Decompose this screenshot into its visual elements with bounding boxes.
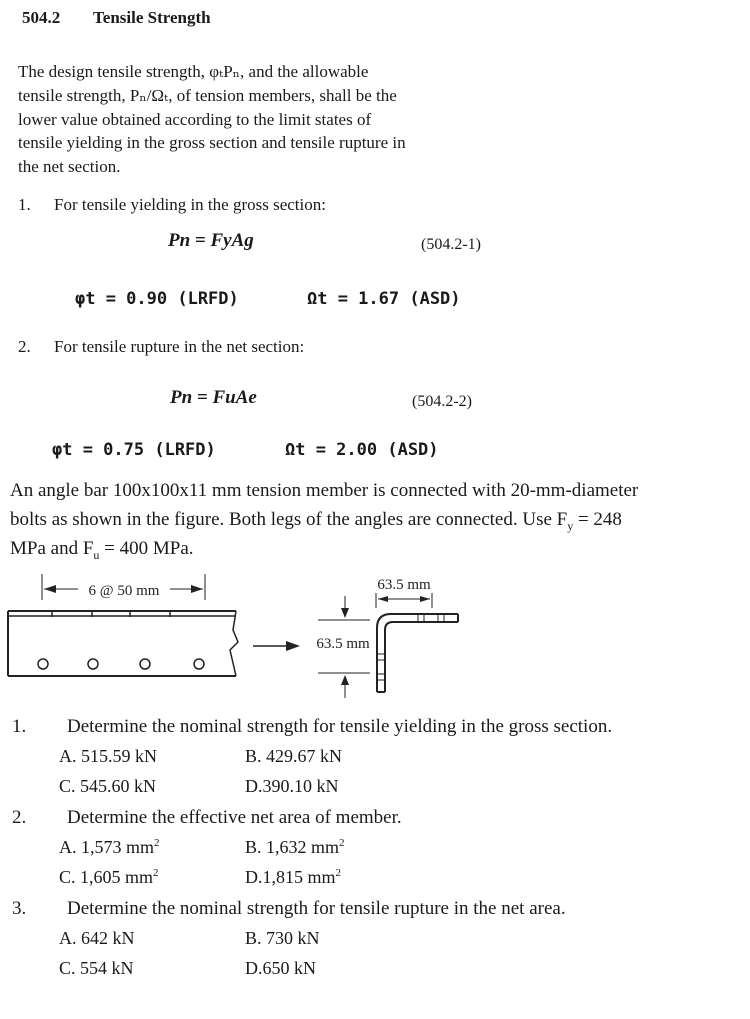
side-dimension-label: 63.5 mm xyxy=(316,636,370,652)
intro-line: The design tensile strength, φₜPₙ, and the allowable xyxy=(18,62,369,81)
bolt-hole xyxy=(194,659,204,669)
question-number: 2. xyxy=(12,807,27,828)
option-d[interactable] xyxy=(245,867,341,888)
angle-bar-elevation xyxy=(8,611,238,676)
option-b[interactable] xyxy=(245,837,345,858)
angle-section xyxy=(316,577,458,698)
option-a[interactable]: A. 642 kN xyxy=(59,928,135,948)
intro-line: the net section. xyxy=(18,157,121,177)
pointer-arrow xyxy=(253,641,300,651)
connection-figure xyxy=(0,570,750,710)
option-c[interactable]: C. 545.60 kN xyxy=(59,776,157,796)
intro-line: lower value obtained according to the limit states of xyxy=(18,109,372,129)
question-number: 3. xyxy=(12,898,27,919)
option-a[interactable]: A. 515.59 kN xyxy=(59,746,157,766)
option-b[interactable]: B. 429.67 kN xyxy=(245,746,343,766)
option-a-label: A. 1,573 mm xyxy=(59,837,155,857)
equation: Pn = FuAe xyxy=(170,387,257,408)
option-c[interactable]: C. 554 kN xyxy=(59,958,134,978)
question-text: Determine the nominal strength for tensile rupture in the net area. xyxy=(67,898,566,919)
phi-factor: φt = 0.75 (LRFD) xyxy=(52,440,216,460)
intro-line: tensile strength, Pₙ/Ωₜ, of tension members, shall be the xyxy=(18,85,397,105)
unit-exponent: 2 xyxy=(153,867,159,879)
item-text: For tensile yielding in the gross section: xyxy=(54,195,326,214)
option-b[interactable]: B. 730 kN xyxy=(245,928,320,948)
option-d[interactable]: D.650 kN xyxy=(245,958,316,978)
intro-paragraph xyxy=(18,60,518,179)
problem-text: MPa and F xyxy=(10,538,94,559)
option-c[interactable] xyxy=(59,867,159,888)
problem-line xyxy=(10,507,622,533)
problem-line xyxy=(10,536,194,562)
equation-ref: (504.2-2) xyxy=(412,393,472,410)
problem-text: = 400 MPa. xyxy=(99,538,194,559)
problem-text: = 248 xyxy=(573,509,622,530)
section-number: 504.2 xyxy=(22,8,61,27)
subscript: u xyxy=(93,547,100,562)
omega-factor: Ωt = 2.00 (ASD) xyxy=(285,440,439,460)
option-b-label: B. 1,632 mm xyxy=(245,837,340,857)
item-text: For tensile rupture in the net section: xyxy=(54,337,305,356)
option-d-label: D.1,815 mm xyxy=(245,867,336,887)
intro-line: tensile yielding in the gross section and tensile rupture in xyxy=(18,133,406,153)
subscript: y xyxy=(567,518,574,533)
unit-exponent: 2 xyxy=(339,837,345,849)
omega-factor: Ωt = 1.67 (ASD) xyxy=(307,289,461,309)
equation: Pn = FyAg xyxy=(168,230,254,251)
option-c-label: C. 1,605 mm xyxy=(59,867,154,887)
item-number: 1. xyxy=(18,195,31,214)
bolt-hole xyxy=(88,659,98,669)
bolt-hole xyxy=(140,659,150,669)
spacing-label: 6 @ 50 mm xyxy=(88,583,160,599)
question-text: Determine the nominal strength for tensile yielding in the gross section. xyxy=(67,716,613,737)
question-text: Determine the effective net area of member. xyxy=(67,807,402,828)
bolt-hole xyxy=(38,659,48,669)
equation-ref: (504.2-1) xyxy=(421,236,481,253)
section-title: Tensile Strength xyxy=(93,8,211,27)
unit-exponent: 2 xyxy=(154,837,160,849)
unit-exponent: 2 xyxy=(335,867,342,879)
phi-factor: φt = 0.90 (LRFD) xyxy=(75,289,239,309)
item-number: 2. xyxy=(18,337,31,356)
option-d[interactable]: D.390.10 kN xyxy=(245,776,339,796)
option-a[interactable] xyxy=(59,837,160,858)
question-number: 1. xyxy=(12,716,27,737)
spacing-dimension xyxy=(42,574,205,600)
top-dimension-label: 63.5 mm xyxy=(377,577,431,593)
problem-text: bolts as shown in the figure. Both legs of the angles are connected. Use F xyxy=(10,509,568,530)
problem-line: An angle bar 100x100x11 mm tension member is connected with 20-mm-diameter xyxy=(10,480,639,501)
